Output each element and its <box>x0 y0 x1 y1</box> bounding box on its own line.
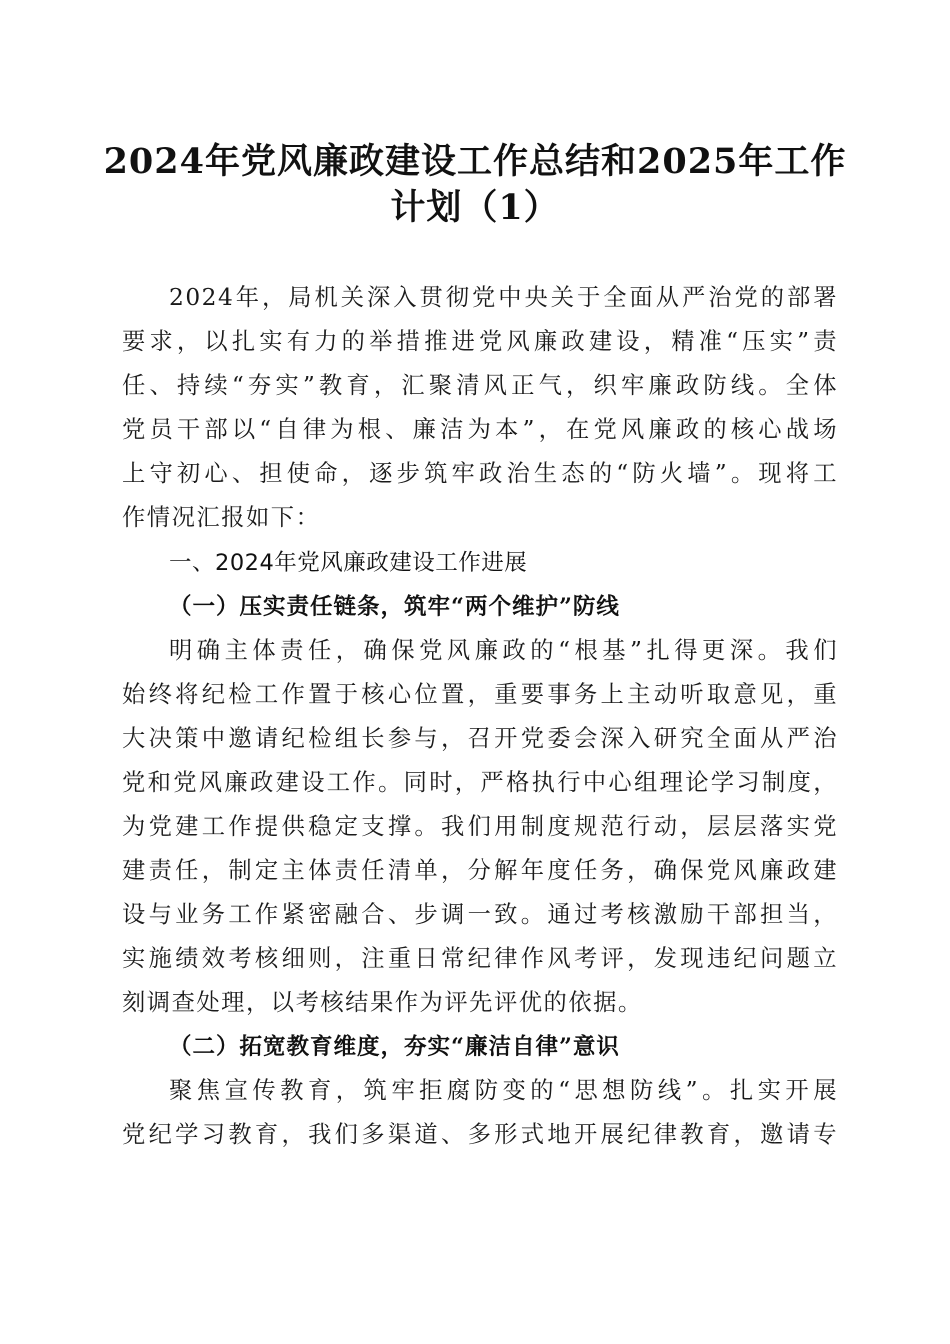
section-heading: 一、2024年党风廉政建设工作进展 <box>169 550 528 576</box>
document-title-line-1: 2024年党风廉政建设工作总结和2025年工作 <box>103 141 847 182</box>
body-line: 设与业务工作紧密融合、步调一致。通过考核激励干部担当， <box>122 901 838 928</box>
body-line: 明确主体责任，确保党风廉政的“根基”扎得更深。我们 <box>169 637 838 664</box>
body-line: 始终将纪检工作置于核心位置，重要事务上主动听取意见，重 <box>122 681 838 708</box>
body-line: 大决策中邀请纪检组长参与，召开党委会深入研究全面从严治 <box>122 725 838 752</box>
subsection-heading: （一）压实责任链条，筑牢“两个维护”防线 <box>169 594 620 620</box>
intro-line: 上守初心、担使命，逐步筑牢政治生态的“防火墙”。现将工 <box>122 460 838 487</box>
body-line: 为党建工作提供稳定支撑。我们用制度规范行动，层层落实党 <box>122 813 838 840</box>
intro-line: 2024年，局机关深入贯彻党中央关于全面从严治党的部署 <box>169 284 838 311</box>
body-line: 党纪学习教育，我们多渠道、多形式地开展纪律教育，邀请专 <box>122 1121 838 1148</box>
intro-line: 作情况汇报如下： <box>122 504 321 531</box>
intro-line: 要求，以扎实有力的举措推进党风廉政建设，精准“压实”责 <box>122 328 838 355</box>
subsection-heading: （二）拓宽教育维度，夯实“廉洁自律”意识 <box>169 1034 620 1060</box>
intro-line: 党员干部以“自律为根、廉洁为本”，在党风廉政的核心战场 <box>122 416 838 443</box>
document-title-line-2: 计划（1） <box>390 187 560 228</box>
body-line: 实施绩效考核细则，注重日常纪律作风考评，发现违纪问题立 <box>122 945 838 972</box>
intro-line: 任、持续“夯实”教育，汇聚清风正气，织牢廉政防线。全体 <box>122 372 838 399</box>
body-line: 刻调查处理，以考核结果作为评先评优的依据。 <box>122 989 643 1016</box>
body-line: 建责任，制定主体责任清单，分解年度任务，确保党风廉政建 <box>122 857 838 884</box>
body-line: 聚焦宣传教育，筑牢拒腐防变的“思想防线”。扎实开展 <box>169 1077 838 1104</box>
body-line: 党和党风廉政建设工作。同时，严格执行中心组理论学习制度， <box>122 769 838 796</box>
